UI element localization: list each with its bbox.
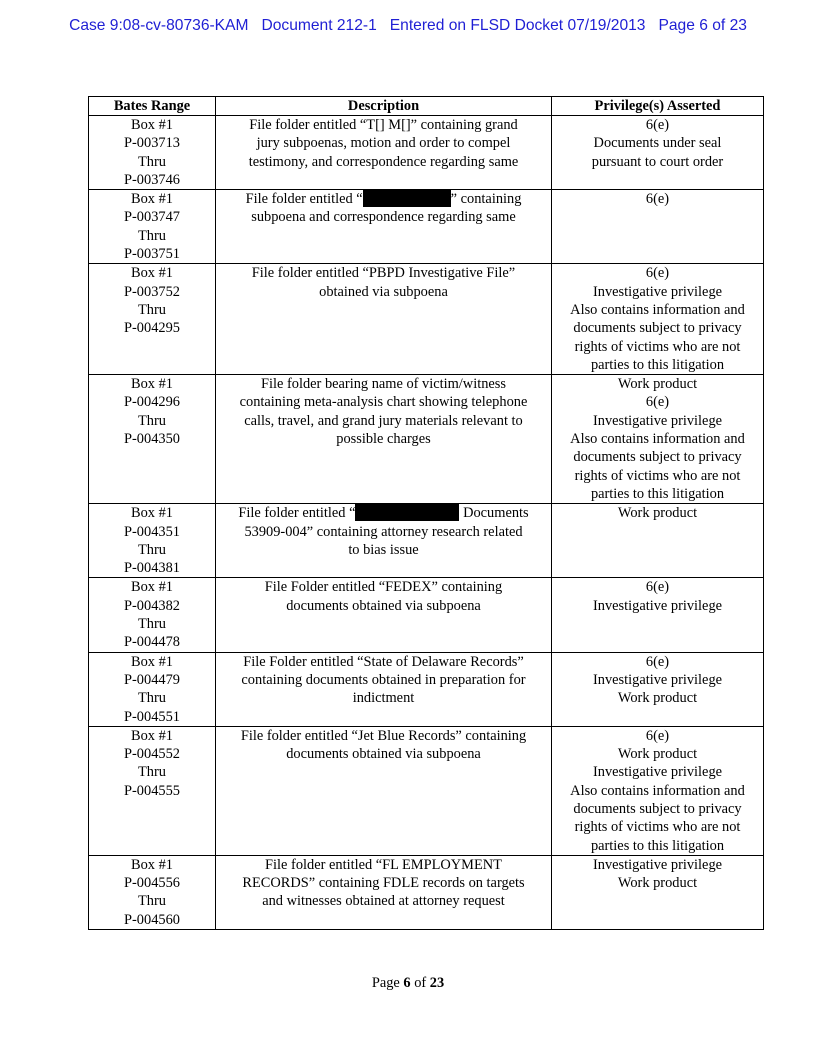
- bates-line: P-004479: [124, 671, 180, 688]
- privilege-line: Investigative privilege: [592, 856, 723, 873]
- privilege-line: 6(e): [645, 117, 670, 133]
- privilege-line: parties to this litigation: [590, 356, 725, 373]
- privilege-line: Work product: [617, 505, 698, 522]
- bates-line: Box #1: [131, 117, 173, 133]
- case-header: Case 9:08-cv-80736-KAM Document 212-1 Entered on FLSD Docket 07/19/2013 Page 6 of 23: [69, 17, 747, 34]
- bates-line: P-004555: [124, 782, 180, 799]
- bates-line: P-004552: [124, 746, 180, 763]
- header-bates-range: Bates Range: [89, 97, 216, 116]
- privilege-cell: [552, 504, 764, 578]
- table-row: [89, 726, 764, 855]
- description-line: 53909-004” containing attorney research related: [244, 523, 523, 540]
- privilege-cell: [552, 116, 764, 190]
- bates-line: Thru: [138, 690, 166, 707]
- privilege-line: 6(e): [645, 727, 670, 744]
- description-cell: [216, 375, 552, 504]
- table-row: [89, 116, 764, 190]
- description-line: containing documents obtained in preparation for: [241, 671, 526, 688]
- table-row: [89, 190, 764, 264]
- privilege-line: 6(e): [645, 579, 670, 596]
- header-description: Description: [216, 97, 552, 116]
- page-word: Page: [371, 975, 404, 991]
- bates-line: Thru: [138, 616, 166, 633]
- privilege-line: Investigative privilege: [592, 671, 723, 688]
- description-prefix: File folder entitled “: [238, 505, 356, 522]
- bates-line: P-003713: [124, 135, 180, 152]
- bates-cell: [89, 652, 216, 726]
- description-line: File folder entitled “T[] M[]” containing grand: [249, 117, 518, 133]
- bates-line: P-003751: [124, 246, 180, 263]
- bates-line: Box #1: [131, 653, 173, 670]
- bates-line: Thru: [138, 227, 166, 244]
- bates-line: P-004296: [124, 394, 180, 411]
- privilege-line: Documents under seal: [593, 135, 722, 152]
- description-line: and witnesses obtained at attorney request: [262, 893, 505, 910]
- bates-line: P-003752: [124, 283, 180, 300]
- description-cell: [216, 726, 552, 855]
- description-line: calls, travel, and grand jury materials relevant to: [244, 412, 523, 429]
- privilege-line: Work product: [617, 690, 698, 707]
- bates-line: Box #1: [131, 191, 173, 208]
- bates-line: P-004478: [124, 634, 180, 651]
- privilege-line: 6(e): [645, 394, 670, 411]
- description-line: obtained via subpoena: [319, 283, 448, 300]
- privilege-line: documents subject to privacy: [573, 800, 742, 817]
- privilege-line: parties to this litigation: [590, 485, 725, 502]
- description-line: documents obtained via subpoena: [286, 746, 481, 763]
- table-row: [89, 504, 764, 578]
- bates-line: P-004350: [124, 431, 180, 448]
- description-line: RECORDS” containing FDLE records on targets: [242, 875, 525, 892]
- description-line: documents obtained via subpoena: [286, 597, 481, 614]
- bates-line: Box #1: [131, 265, 173, 282]
- privilege-line: Also contains information and: [570, 301, 745, 318]
- redaction-bar: [355, 504, 459, 521]
- page-footer: [0, 975, 816, 992]
- bates-cell: [89, 375, 216, 504]
- page-number: 6: [403, 975, 411, 991]
- privilege-cell: [552, 855, 764, 929]
- bates-line: Thru: [138, 893, 166, 910]
- bates-line: P-004295: [124, 320, 180, 337]
- description-cell: [216, 504, 552, 578]
- privilege-line: documents subject to privacy: [573, 320, 742, 337]
- privilege-line: Work product: [617, 875, 698, 892]
- bates-cell: [89, 116, 216, 190]
- bates-cell: [89, 726, 216, 855]
- description-line: File folder entitled “PBPD Investigative File”: [251, 265, 516, 282]
- bates-line: Box #1: [131, 376, 173, 393]
- privilege-line: Work product: [617, 746, 698, 763]
- bates-line: P-004556: [124, 875, 180, 892]
- privilege-line: rights of victims who are not: [574, 338, 741, 355]
- bates-cell: [89, 855, 216, 929]
- of-word: of: [410, 975, 430, 991]
- privilege-cell: [552, 578, 764, 652]
- privilege-line: Also contains information and: [570, 431, 745, 448]
- bates-line: P-004381: [124, 560, 180, 577]
- bates-cell: [89, 264, 216, 375]
- privilege-line: rights of victims who are not: [574, 467, 741, 484]
- description-line: File folder bearing name of victim/witness: [261, 376, 506, 393]
- bates-line: Box #1: [131, 505, 173, 522]
- description-line: containing meta-analysis chart showing telephone: [239, 394, 528, 411]
- bates-line: Box #1: [131, 727, 173, 744]
- privilege-cell: [552, 652, 764, 726]
- bates-line: P-004551: [124, 708, 180, 725]
- privilege-line: Investigative privilege: [592, 283, 723, 300]
- bates-cell: [89, 578, 216, 652]
- description-cell: [216, 264, 552, 375]
- description-suffix: ” containing: [450, 191, 522, 208]
- bates-line: P-004351: [124, 523, 180, 540]
- description-cell: [216, 855, 552, 929]
- bates-line: Thru: [138, 764, 166, 781]
- description-line: possible charges: [336, 431, 431, 448]
- privilege-line: Also contains information and: [570, 782, 745, 799]
- description-cell: [216, 116, 552, 190]
- table-row: [89, 375, 764, 504]
- bates-line: Box #1: [131, 579, 173, 596]
- privilege-cell: [552, 190, 764, 264]
- privilege-line: rights of victims who are not: [574, 819, 741, 836]
- bates-line: Thru: [138, 541, 166, 558]
- privilege-line: Work product: [617, 376, 698, 393]
- privilege-line: 6(e): [645, 265, 670, 282]
- privilege-cell: [552, 264, 764, 375]
- bates-line: Box #1: [131, 856, 173, 873]
- privilege-line: Investigative privilege: [592, 764, 723, 781]
- page-total: 23: [429, 975, 445, 991]
- description-line: indictment: [352, 690, 415, 707]
- bates-cell: [89, 504, 216, 578]
- privilege-line: 6(e): [645, 191, 670, 208]
- description-line: File Folder entitled “FEDEX” containing: [264, 579, 503, 596]
- description-line: testimony, and correspondence regarding same: [248, 153, 519, 170]
- description-line: [220, 190, 547, 208]
- description-line: subpoena and correspondence regarding same: [251, 209, 516, 226]
- description-line: to bias issue: [348, 541, 419, 558]
- table-row: [89, 652, 764, 726]
- bates-line: Thru: [138, 153, 166, 170]
- privilege-cell: [552, 375, 764, 504]
- description-prefix: File folder entitled “: [245, 191, 363, 208]
- privilege-log-table: [88, 96, 764, 930]
- bates-cell: [89, 190, 216, 264]
- table-row: [89, 264, 764, 375]
- privilege-cell: [552, 726, 764, 855]
- bates-line: Thru: [138, 301, 166, 318]
- table-header-row: [89, 97, 764, 116]
- description-cell: [216, 652, 552, 726]
- redaction-bar: [363, 190, 451, 207]
- privilege-line: parties to this litigation: [590, 837, 725, 854]
- privilege-line: Investigative privilege: [592, 597, 723, 614]
- table-row: [89, 578, 764, 652]
- privilege-line: 6(e): [645, 653, 670, 670]
- description-line: [220, 504, 547, 522]
- description-line: File folder entitled “Jet Blue Records” containing: [240, 727, 527, 744]
- privilege-line: Investigative privilege: [592, 412, 723, 429]
- privilege-line: pursuant to court order: [591, 153, 724, 170]
- privilege-line: documents subject to privacy: [573, 449, 742, 466]
- bates-line: Thru: [138, 412, 166, 429]
- header-privileges: Privilege(s) Asserted: [552, 97, 764, 116]
- bates-line: P-003746: [124, 171, 180, 188]
- description-cell: [216, 190, 552, 264]
- table-row: [89, 855, 764, 929]
- bates-line: P-004560: [124, 911, 180, 928]
- description-suffix: Documents: [463, 505, 529, 522]
- description-line: File folder entitled “FL EMPLOYMENT: [265, 856, 502, 873]
- bates-line: P-004382: [124, 597, 180, 614]
- bates-line: P-003747: [124, 209, 180, 226]
- description-cell: [216, 578, 552, 652]
- description-line: File Folder entitled “State of Delaware Records”: [243, 653, 524, 670]
- description-line: jury subpoenas, motion and order to compel: [256, 135, 511, 152]
